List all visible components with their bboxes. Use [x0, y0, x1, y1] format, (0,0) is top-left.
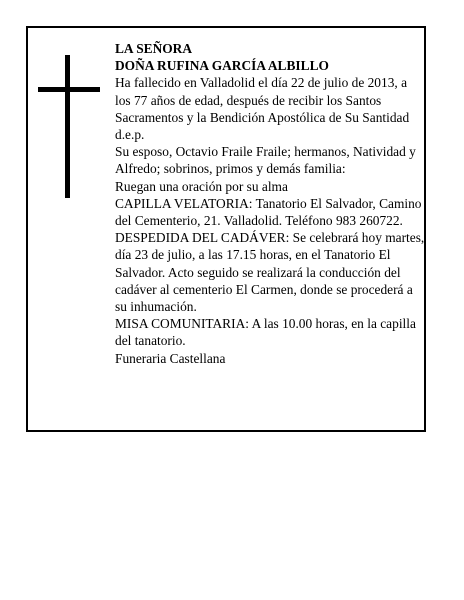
cross-vertical-bar — [65, 55, 70, 198]
notice-heading-title: LA SEÑORA — [115, 41, 193, 56]
deceased-name: DOÑA RUFINA GARCÍA ALBILLO — [115, 58, 329, 74]
death-announcement: Ha fallecido en Valladolid el día 22 de julio de 2013, a los 77 años de edad, después de recibir los Santos Sacramentos y la Bendición Apostólica de Su Santidad d.e.p. — [115, 75, 410, 143]
family-members: Su esposo, Octavio Fraile Fraile; hermanos, Natividad y Alfredo; sobrinos, primos y demás familia: — [115, 144, 416, 177]
notice-body — [115, 40, 425, 367]
obituary-notice — [26, 26, 426, 432]
prayer-request: Ruegan una oración por su alma — [115, 178, 288, 194]
community-mass-info: MISA COMUNITARIA: A las 10.00 horas, en la capilla del tanatorio. — [115, 316, 416, 349]
wake-chapel-info: CAPILLA VELATORIA: Tanatorio El Salvador, Camino del Cementerio, 21. Valladolid. Teléfono 983 260722. — [115, 195, 422, 229]
latin-cross-icon — [38, 55, 100, 198]
funeral-farewell-info: DESPEDIDA DEL CADÁVER: Se celebrará hoy martes, día 23 de julio, a las 17.15 horas, en el Tanatorio El Salvador. Acto seguido se realizará la conducción del cadáver al cementerio El Carmen, donde se procederá a su inhumación. — [115, 230, 425, 315]
cross-horizontal-bar — [38, 87, 100, 92]
funeral-home-name: Funeraria Castellana — [115, 350, 226, 366]
